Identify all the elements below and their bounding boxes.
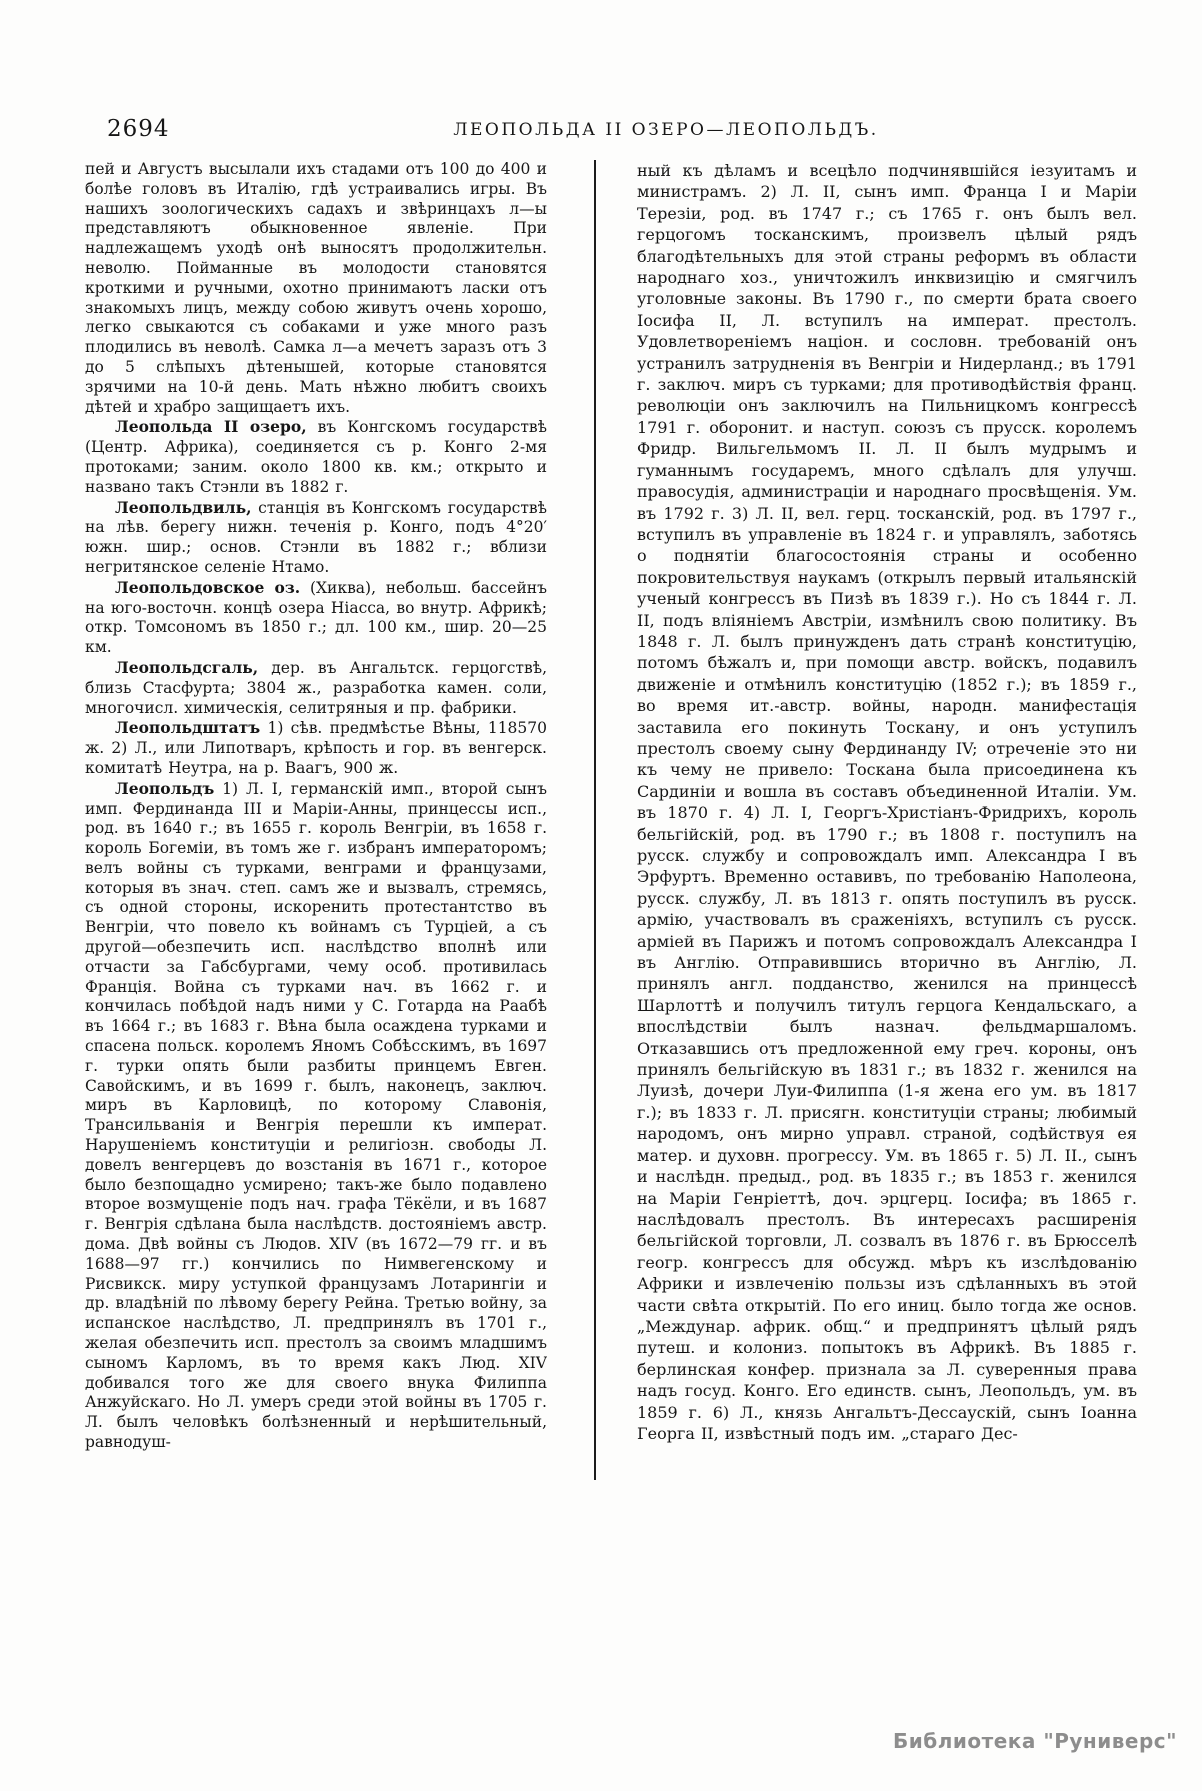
- continued-paragraph: пей и Августъ высылали ихъ стадами отъ 100 до 400 и болѣе головъ въ Италію, гдѣ устраивались игры. Въ нашихъ зоологическихъ садахъ и звѣринцахъ л—ы представляютъ обыкновенное явленіе. При надлежащемъ уходѣ онѣ выносятъ продолжительн. неволю. Пойманные въ молодости становятся кроткими и ручными, охотно принимаютъ ласки отъ знакомыхъ лицъ, между собою живутъ очень хорошо, легко свыкаются съ собаками и уже много разъ плодились въ неволѣ. Самка л—а мечетъ заразъ отъ 3 до 5 слѣпыхъ дѣтенышей, которые становятся зрячими на 10-й день. Мать нѣжно любитъ своихъ дѣтей и храбро защищаетъ ихъ.: [85, 160, 547, 416]
- entry-body: дер. въ Ангальтск. герцогствѣ, близь Стасфурта; 3804 ж., разработка камен. соли, многочисл. химическія, селитряныя и пр. фабрики.: [85, 658, 547, 717]
- entry-body: 1) сѣв. предмѣстье Вѣны, 118570 ж. 2) Л., или Липотваръ, крѣпость и гор. въ венгерск. комитатѣ Неутра, на р. Ваагъ, 900 ж.: [85, 719, 547, 777]
- entry-headword: Леопольдъ: [115, 778, 215, 798]
- entry-leopoldsgal: [85, 658, 547, 718]
- entry-headword: Леопольдштатъ: [115, 718, 261, 738]
- entry-headword: Леопольдвиль,: [115, 497, 252, 517]
- entry-body: 1) Л. I, германскій имп., второй сынъ имп. Фердинанда III и Маріи-Анны, принцессы исп., род. въ 1640 г.; въ 1655 г. король Венгріи, въ 1658 г. король Богеміи, въ томъ же г. избранъ императоромъ; велъ войны съ турками, венграми и французами, которыя въ знач. степ. самъ же и вызвалъ, стремясь, съ одной стороны, искоренить протестантство въ Венгріи, что повело къ войнамъ съ Турціей, а съ другой—обезпечить исп. наслѣдство вполнѣ или отчасти за Габсбургами, чему особ. противилась Франція. Война съ турками нач. въ 1662 г. и кончилась побѣдой надъ ними у С. Готарда на Раабѣ въ 1664 г.; въ 1683 г. Вѣна была осаждена турками и спасена польск. королемъ Яномъ Собѣсскимъ, въ 1697 г. турки опять были разбиты принцемъ Евген. Савойскимъ, и въ 1699 г. былъ, наконецъ, заключ. миръ въ Карловицѣ, по которому Славонія, Трансильванія и Венгрія перешли къ императ. Нарушеніемъ конституціи и религіозн. свободы Л. довелъ венгерцевъ до возстанія въ 1671 г., которое было безпощадно усмирено; такъ-же было подавлено второе возмущеніе подъ нач. графа Тёкёли, и въ 1687 г. Венгрія сдѣлана была наслѣдств. достояніемъ австр. дома. Двѣ войны съ Людов. XIV (въ 1672—79 гг. и въ 1688—97 гг.) кончились по Нимвегенскому и Рисвикск. миру уступкой французамъ Лотарингіи и др. владѣній по лѣвому берегу Рейна. Третью войну, за испанское наслѣдство, Л. предпринялъ въ 1701 г., желая обезпечить исп. престолъ за своимъ младшимъ сыномъ Карломъ, въ то время какъ Люд. XIV добивался того же для своего внука Филиппа Анжуйскаго. Но Л. умеръ среди этой войны въ 1705 г. Л. былъ человѣкъ болѣзненный и нерѣшительный, равнодуш-: [85, 779, 547, 1451]
- entry-leopoldshtat: [85, 718, 547, 778]
- entry-body: въ Конгскомъ государствѣ (Центр. Африка), соединяется съ р. Конго 2-мя протоками; заним. около 1800 кв. км.; открыто и названо такъ Стэнли въ 1882 г.: [85, 418, 547, 496]
- right-column: [637, 160, 1137, 1480]
- page-header: [85, 116, 1137, 146]
- entry-body: (Хиква), небольш. бассейнъ на юго-восточн. концѣ озера Ніасса, во внутр. Африкѣ; откр. Томсономъ въ 1850 г.; дл. 100 км., шир. 20—25 км.: [85, 578, 547, 657]
- entry-headword: Леопольда II озеро,: [115, 417, 307, 437]
- page-number: 2694: [107, 116, 170, 142]
- text-columns: [85, 160, 1137, 1480]
- column-divider-rule: [594, 160, 596, 1480]
- entry-leopoldvil: [85, 498, 547, 578]
- entry-headword: Леопольдовское оз.: [115, 577, 301, 597]
- continued-paragraph: ный къ дѣламъ и всецѣло подчинявшійся іезуитамъ и министрамъ. 2) Л. II, сынъ имп. Франца I и Маріи Терезіи, род. въ 1747 г.; съ 1765 г. онъ былъ вел. герцогомъ тосканскимъ, произвелъ цѣлый рядъ благодѣтельныхъ для этой страны реформъ въ области народнаго хоз., уничтожилъ инквизицію и смягчилъ уголовные законы. Въ 1790 г., по смерти брата своего Іосифа II, Л. вступилъ на императ. престолъ. Удовлетвореніемъ націон. и сословн. требованій онъ устранилъ затрудненія въ Венгріи и Нидерланд.; въ 1791 г. заключ. миръ съ турками; для противодѣйствія франц. революціи онъ заключилъ на Пильницкомъ конгрессѣ 1791 г. оборонит. и наступ. союзъ съ прусск. королемъ Фридр. Вильгельмомъ II. Л. II былъ мудрымъ и гуманнымъ государемъ, много сдѣлалъ для улучш. правосудія, администраціи и народнаго просвѣщенія. Ум. въ 1792 г. 3) Л. II, вел. герц. тосканскій, род. въ 1797 г., вступилъ въ управленіе въ 1824 г. и управлялъ, заботясь о поднятіи благосостоянія страны и особенно покровительствуя наукамъ (открылъ первый итальянскій ученый конгрессъ въ Пизѣ въ 1839 г.). Но съ 1844 г. Л. II, подъ вліяніемъ Австріи, измѣнилъ свою политику. Въ 1848 г. Л. былъ принужденъ дать странѣ конституцію, потомъ бѣжалъ и, при помощи австр. войскъ, подавилъ движеніе и отмѣнилъ конституцію (1852 г.); въ 1859 г., во время ит.-австр. войны, народн. манифестація заставила его покинуть Тоскану, и онъ уступилъ престолъ своему сыну Фердинанду IV; отреченіе это ни къ чему не привело: Тоскана была присоединена къ Сардиніи и вошла въ составъ объединенной Италіи. Ум. въ 1870 г. 4) Л. I, Георгъ-Христіанъ-Фридрихъ, король бельгійскій, род. въ 1790 г.; въ 1808 г. поступилъ на русск. службу и сопровождалъ имп. Александра I въ Эрфуртъ. Временно оставивъ, по требованію Наполеона, русск. службу, Л. въ 1813 г. опять поступилъ въ русск. армію, участвовалъ въ сраженіяхъ, вступилъ съ русск. арміей въ Парижъ и потомъ сопровождалъ Александра I въ Англію. Отправившись вторично въ Англію, Л. принялъ англ. подданство, женился на принцессѣ Шарлоттѣ и получилъ титулъ герцога Кендальскаго, а впослѣдствіи былъ назнач. фельдмаршаломъ. Отказавшись отъ предложенной ему греч. короны, онъ принялъ бельгійскую въ 1831 г.; въ 1832 г. женился на Луизѣ, дочери Луи-Филиппа (1-я жена его ум. въ 1817 г.); въ 1833 г. Л. присягн. конституціи страны; любимый народомъ, онъ мирно управл. страной, содѣйствуя ея матер. и духовн. прогрессу. Ум. въ 1865 г. 5) Л. II., сынъ и наслѣдн. предыд., род. въ 1835 г.; въ 1853 г. женился на Маріи Генріеттѣ, доч. эрцгерц. Іосифа; въ 1865 г. наслѣдовалъ престолъ. Въ интересахъ расширенія бельгійской торговли, Л. созвалъ въ 1876 г. въ Брюсселѣ геогр. конгрессъ для обсужд. мѣръ къ изслѣдованію Африки и извлеченію пользы изъ сдѣланныхъ въ этой части свѣта открытій. По его иниц. было тогда же основ. „Междунар. африк. общ.“ и предпринятъ цѣлый рядъ путеш. и колониз. попытокъ въ Африкѣ. Въ 1885 г. берлинская конфер. признала за Л. суверенныя права надъ госуд. Конго. Его единств. сынъ, Леопольдъ, ум. въ 1859 г. 6) Л., князь Ангальтъ-Дессаускій, сынъ Іоанна Георга II, извѣстный подъ им. „стараго Дес-: [637, 161, 1137, 1443]
- library-watermark: Библиотека "Руниверс": [893, 1729, 1178, 1753]
- entry-leopold: [85, 779, 547, 1453]
- entry-headword: Леопольдсгаль,: [115, 657, 259, 677]
- running-title: ЛЕОПОЛЬДА II ОЗЕРО—ЛЕОПОЛЬДЪ.: [453, 120, 879, 140]
- entry-body: станція въ Конгскомъ государствѣ на лѣв. берегу нижн. теченія р. Конго, подъ 4°20′ южн. шир.; основ. Стэнли въ 1882 г.; вблизи негритянское селеніе Нтамо.: [85, 498, 547, 576]
- left-column: [85, 160, 547, 1480]
- entry-leopoldovskoe-oz: [85, 578, 547, 658]
- entry-leopolda-ii-ozero: [85, 417, 547, 497]
